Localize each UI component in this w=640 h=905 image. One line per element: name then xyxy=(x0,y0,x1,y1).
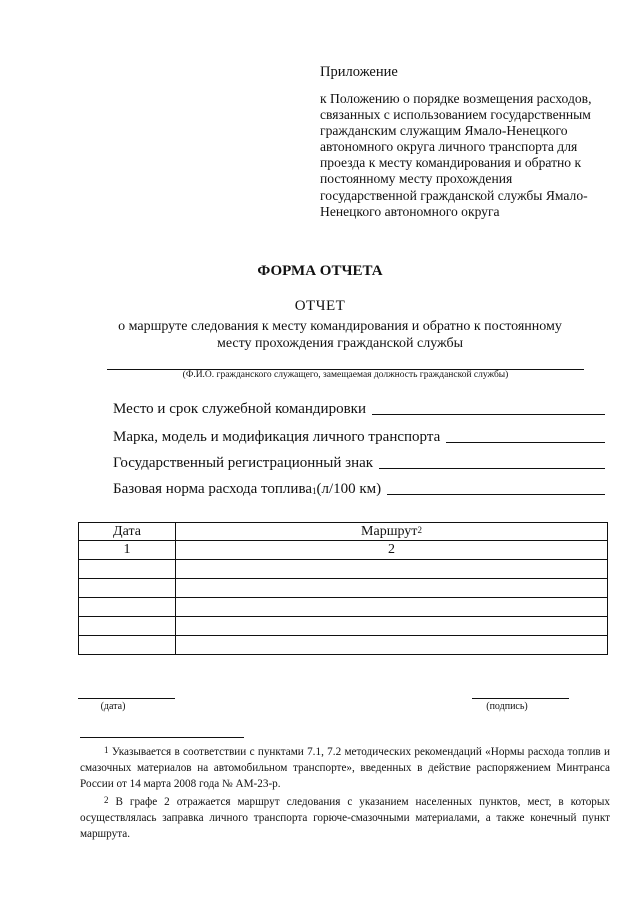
col-number-2: 2 xyxy=(176,541,608,560)
table-row xyxy=(79,560,608,579)
field-reg-number xyxy=(113,452,605,472)
table-cell[interactable] xyxy=(79,617,176,636)
route-table xyxy=(78,522,608,655)
table-cell[interactable] xyxy=(79,636,176,655)
fio-caption: (Ф.И.О. гражданского служащего, замещаемая должность гражданской службы) xyxy=(182,370,509,380)
field-place-term xyxy=(113,398,605,418)
field-fill-line[interactable] xyxy=(446,441,605,443)
field-fuel-norm xyxy=(113,478,605,498)
table-cell[interactable] xyxy=(176,598,608,617)
table-cell[interactable] xyxy=(176,560,608,579)
annex-title: Приложение xyxy=(320,64,398,80)
footnote-text: Указывается в соответствии с пунктами 7.1, 7.2 методических рекомендаций «Нормы расхода топлив и смазочных материалов на автомобильном транспорте», введенных в действие распоряжением Минтранса России от 14 марта 2008 года № АМ-23-р. xyxy=(80,746,611,790)
col-number-1: 1 xyxy=(79,541,176,560)
table-row xyxy=(79,636,608,655)
table-cell[interactable] xyxy=(79,598,176,617)
report-title: ОТЧЕТ xyxy=(294,298,346,314)
signature-line[interactable] xyxy=(472,698,569,699)
table-cell[interactable] xyxy=(176,617,608,636)
footnote-rule xyxy=(80,737,244,738)
table-header-row xyxy=(79,523,608,541)
table-row xyxy=(79,598,608,617)
table-cell[interactable] xyxy=(79,560,176,579)
footnote-ref-2: 2 xyxy=(417,524,422,535)
footnote-1 xyxy=(80,744,610,792)
footnote-number: 2 xyxy=(104,795,109,805)
field-fill-line[interactable] xyxy=(372,413,605,415)
field-vehicle-model xyxy=(113,426,605,446)
table-cell[interactable] xyxy=(176,579,608,598)
field-fill-line[interactable] xyxy=(387,493,605,495)
report-subtitle: о маршруте следования к месту командирования и обратно к постоянному месту прохождения гражданской службы xyxy=(118,319,562,351)
annex-text: к Положению о порядке возмещения расходов, связанных с использованием государственным гражданским служащим Ямало-Ненецкого автономного округа личного транспорта для проезда к месту командирования и обратно к постоянному месту прохождения государственной гражданской службы Ямало-Ненецкого автономного округа xyxy=(320,91,592,219)
field-label: Место и срок служебной командировки xyxy=(113,401,366,417)
table-number-row xyxy=(79,541,608,560)
footnote-text: В графе 2 отражается маршрут следования с указанием населенных пунктов, мест, в которых осуществлялась заправка личного транспорта горюче-смазочными материалами, а также конечный пункт маршрута. xyxy=(80,796,610,840)
table-cell[interactable] xyxy=(79,579,176,598)
signature-caption: (подпись) xyxy=(486,701,528,712)
footnote-2 xyxy=(80,794,610,842)
table-row xyxy=(79,617,608,636)
table-cell[interactable] xyxy=(176,636,608,655)
header-route-label: Маршрут xyxy=(361,523,418,539)
field-label: Базовая норма расхода топлива xyxy=(113,481,312,497)
header-route xyxy=(176,523,608,541)
field-label: Государственный регистрационный знак xyxy=(113,455,374,471)
header-date: Дата xyxy=(79,523,176,541)
field-label: Марка, модель и модификация личного транспорта xyxy=(113,429,441,445)
field-unit: (л/100 км) xyxy=(316,481,382,497)
form-title: ФОРМА ОТЧЕТА xyxy=(257,263,383,279)
date-caption: (дата) xyxy=(100,701,126,712)
table-row xyxy=(79,579,608,598)
footnote-ref-1: 1 xyxy=(312,486,317,496)
field-fill-line[interactable] xyxy=(379,467,605,469)
footnote-number: 1 xyxy=(104,745,109,755)
date-sign-line[interactable] xyxy=(78,698,175,699)
